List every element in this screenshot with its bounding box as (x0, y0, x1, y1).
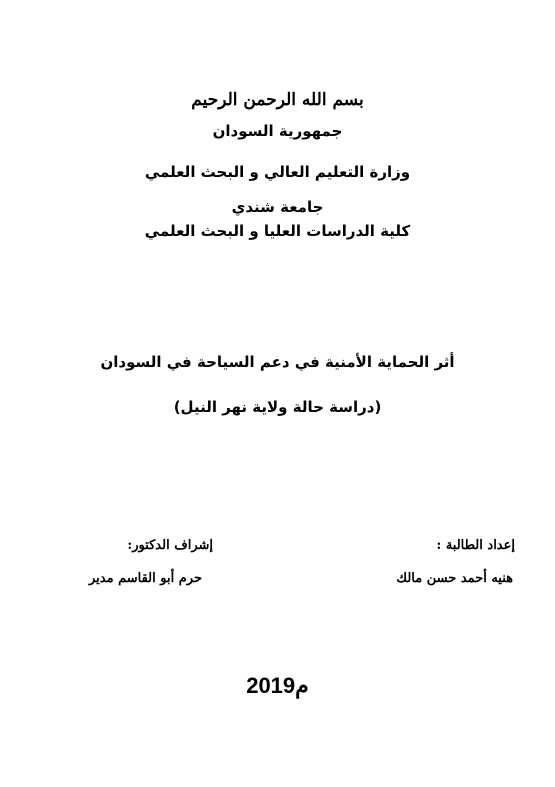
basmala: بسم الله الرحمن الرحيم (191, 90, 364, 110)
college-heading: كلية الدراسات العليا و البحث العلمي (144, 222, 411, 240)
supervisor-label: إشراف الدكتور: (127, 538, 213, 553)
year: 2019م (246, 673, 309, 698)
ministry-heading: وزارة التعليم العالي و البحث العلمي (144, 163, 411, 181)
supervisor-name: حرم أبو القاسم مدير (88, 571, 202, 586)
university-heading: جامعة شندي (231, 198, 324, 216)
republic-heading: جمهورية السودان (212, 122, 343, 140)
thesis-subtitle: (دراسة حالة ولاية نهر النيل) (173, 398, 382, 416)
student-label: إعداد الطالبة : (436, 538, 515, 553)
thesis-title: أثر الحماية الأمنية في دعم السياحة في السودان (100, 353, 455, 371)
student-name: هنيه أحمد حسن مالك (396, 571, 513, 586)
